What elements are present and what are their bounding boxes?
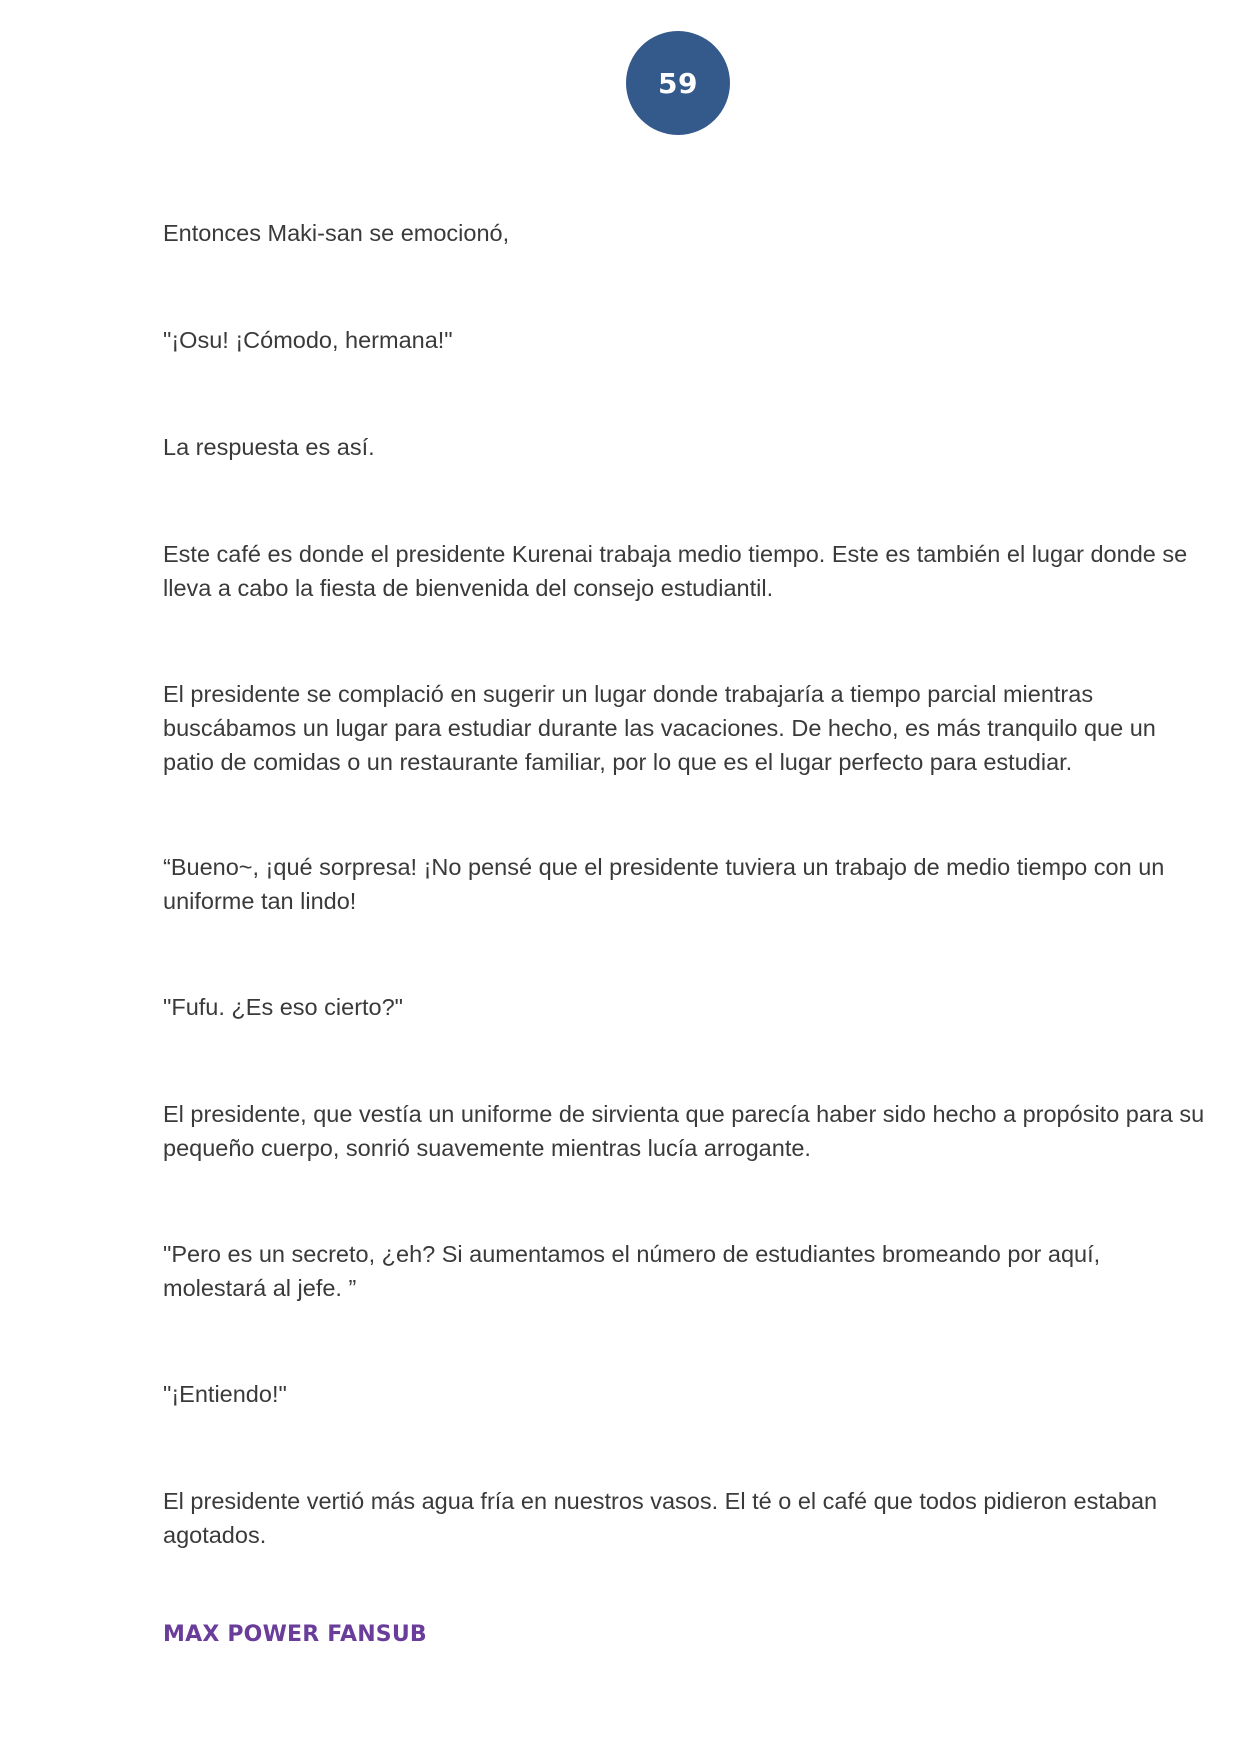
paragraph-4: Este café es donde el presidente Kurenai trabaja medio tiempo. Este es también el lugar donde se lleva a cabo la fiesta de bienvenida del consejo estudiantil. <box>163 541 1188 601</box>
paragraph-6: “Bueno~, ¡qué sorpresa! ¡No pensé que el presidente tuviera un trabajo de medio tiempo con un uniforme tan lindo! <box>163 854 1165 914</box>
paragraph-9: "Pero es un secreto, ¿eh? Si aumentamos el número de estudiantes bromeando por aquí, molestará al jefe. ” <box>163 1241 1101 1301</box>
paragraph-5: El presidente se complació en sugerir un lugar donde trabajaría a tiempo parcial mientras buscábamos un lugar para estudiar durante las vacaciones. De hecho, es más tranquilo que un patio de comidas o un restaurante familiar, por lo que es el lugar perfecto para estudiar. <box>163 681 1156 775</box>
paragraph-2: "¡Osu! ¡Cómodo, hermana!" <box>163 327 453 353</box>
paragraph-3: La respuesta es así. <box>163 434 375 460</box>
paragraph-10: "¡Entiendo!" <box>163 1381 287 1407</box>
paragraph-7: "Fufu. ¿Es eso cierto?" <box>163 994 404 1020</box>
paragraph-8: El presidente, que vestía un uniforme de sirvienta que parecía haber sido hecho a propósito para su pequeño cuerpo, sonrió suavemente mientras lucía arrogante. <box>163 1101 1205 1161</box>
fansub-brand: MAX POWER FANSUB <box>163 1622 427 1647</box>
paragraph-11: El presidente vertió más agua fría en nuestros vasos. El té o el café que todos pidieron estaban agotados. <box>163 1488 1158 1548</box>
page-number: 59 <box>658 66 698 100</box>
paragraph-1: Entonces Maki-san se emocionó, <box>163 220 510 246</box>
page-number-badge <box>626 31 730 135</box>
